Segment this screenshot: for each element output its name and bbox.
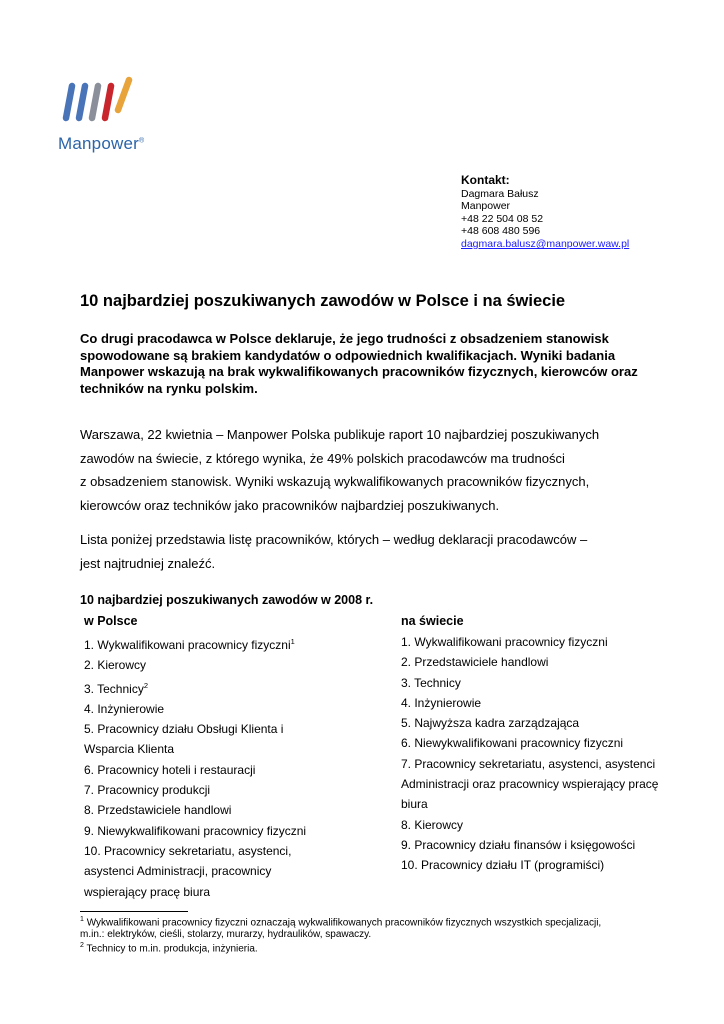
poland-list-line: 9. Niewykwalifikowani pracownicy fizyczni: [84, 823, 307, 838]
world-list-line: 6. Niewykwalifikowani pracownicy fizyczni: [401, 736, 624, 751]
world-list-line: 5. Najwyższa kadra zarządzająca: [401, 716, 580, 731]
world-list: [401, 632, 671, 876]
footnote: $^1$ Wykwalifikowani pracownicy fizyczni oznaczają wykwalifikowanych pracowników fizycznych wszystkich specjalizacji, m.in.: elektryków, cieśli, stolarzy, murarzy, hydraulików, spawaczy.: [80, 916, 602, 940]
poland-list-line: 2. Kierowcy: [84, 658, 147, 673]
poland-list-line: 3. Technicy$^2$: [84, 680, 148, 696]
paragraph-line: Warszawa, 22 kwietnia – Manpower Polska publikuje raport 10 najbardziej poszukiwanych: [80, 427, 600, 442]
logo-mark-icon: [50, 74, 140, 124]
world-list-line: 8. Kierowcy: [401, 817, 464, 832]
world-list-line: 4. Inżynierowie: [401, 695, 482, 710]
poland-list-line: asystenci Administracji, pracownicy: [84, 864, 272, 879]
world-list-line: 7. Pracownicy sekretariatu, asystenci, asystenci: [401, 756, 656, 771]
manpower-logo: [50, 74, 150, 164]
world-list-line: 9. Pracownicy działu finansów i księgowości: [401, 837, 636, 852]
lead-paragraph: Co drugi pracodawca w Polsce deklaruje, że jego trudności z obsadzeniem stanowisk spowodowane są brakiem kandydatów o odpowiednich kwalifikacjach. Wyniki badania Manpower wskazują na brak wykwalifikowanych pracowników fizycznych, kierowców oraz techników na rynku polskim.: [80, 331, 638, 396]
footnote-mark: 2: [80, 942, 84, 950]
paragraph-line: z obsadzeniem stanowisk. Wyniki wskazują wykwalifikowanych pracowników fizycznych,: [80, 474, 590, 489]
list-heading: 10 najbardziej poszukiwanych zawodów w 2008 r.: [80, 593, 374, 607]
world-list-line: 3. Technicy: [401, 675, 461, 690]
poland-list-line: 4. Inżynierowie: [84, 701, 165, 716]
poland-list-line: 7. Pracownicy produkcji: [84, 783, 211, 798]
contact-name: Dagmara Bałusz: [461, 187, 539, 200]
logo-wordmark: Manpower®: [58, 134, 145, 153]
poland-list-line: 1. Wykwalifikowani pracownicy fizyczni$^1$: [84, 637, 295, 652]
paragraph-line: jest najtrudniej znaleźć.: [80, 555, 216, 571]
paragraph-line: zawodów na świecie, z którego wynika, że 49% polskich pracodawców ma trudności: [80, 450, 565, 466]
paragraph-line: Lista poniżej przedstawia listę pracowników, których – według deklaracji pracodawców –: [80, 532, 588, 547]
footnote: $^2$ Technicy to m.in. produkcja, inżynieria.: [80, 942, 258, 955]
contact-company: Manpower: [461, 200, 511, 213]
contact-email-link[interactable]: dagmara.balusz@manpower.waw.pl: [461, 237, 630, 250]
footnotes: [80, 914, 660, 955]
document-title: 10 najbardziej poszukiwanych zawodów w Polsce i na świecie: [80, 292, 566, 310]
poland-list-line: 5. Pracownicy działu Obsługi Klienta i: [84, 722, 284, 737]
body-paragraph-1: [80, 423, 650, 517]
contact-block: [461, 174, 629, 251]
paragraph-line: kierowców oraz techników jako pracowników najbardziej poszukiwanych.: [80, 497, 500, 513]
world-list-line: 10. Pracownicy działu IT (programiści): [401, 858, 605, 873]
body-paragraph-2: [80, 528, 650, 575]
footnote-mark: 1: [80, 916, 84, 923]
world-list-line: biura: [401, 797, 428, 812]
poland-list: [84, 632, 324, 902]
world-list-line: 1. Wykwalifikowani pracownicy fizyczni: [401, 635, 608, 649]
poland-list-line: 6. Pracownicy hoteli i restauracji: [84, 762, 256, 777]
world-list-line: Administracji oraz pracownicy wspierający pracę: [401, 777, 659, 792]
footnote-reference: 1: [290, 637, 295, 646]
footnote-reference: 2: [143, 680, 148, 690]
contact-phone-2: +48 608 480 596: [461, 225, 541, 238]
poland-list-line: 10. Pracownicy sekretariatu, asystenci,: [84, 843, 292, 858]
poland-list-line: Wsparcia Klienta: [84, 742, 175, 757]
contact-phone-1: +48 22 504 08 52: [461, 212, 544, 225]
poland-column-heading: w Polsce: [84, 614, 138, 628]
world-column-heading: na świecie: [401, 614, 464, 628]
poland-list-line: 8. Przedstawiciele handlowi: [84, 803, 232, 818]
footnote-separator: [80, 911, 188, 912]
contact-heading: Kontakt:: [461, 173, 510, 187]
world-list-line: 2. Przedstawiciele handlowi: [401, 655, 549, 670]
poland-list-line: wspierający pracę biura: [84, 884, 211, 899]
